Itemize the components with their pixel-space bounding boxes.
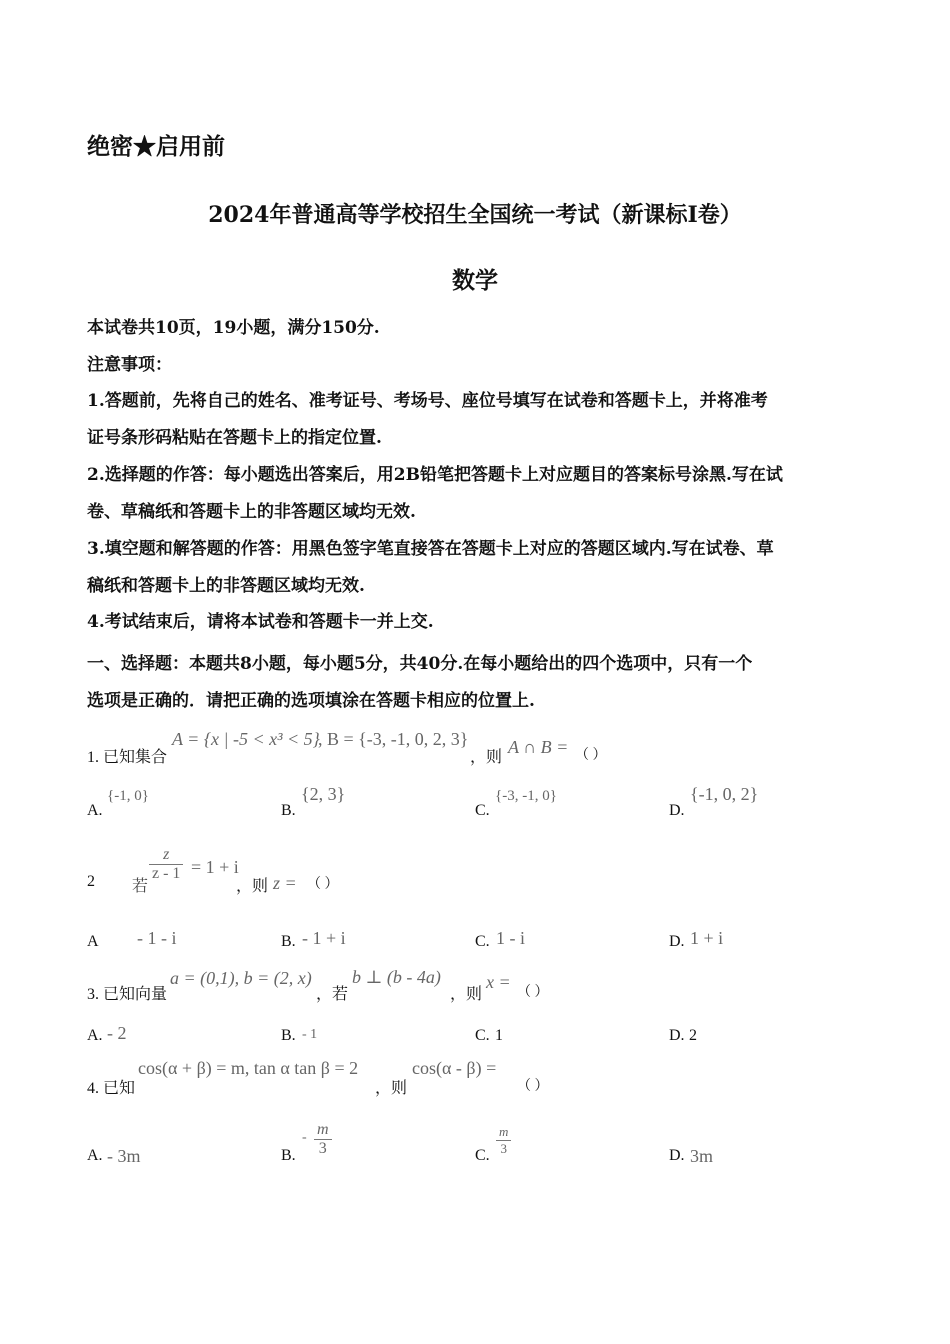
- subject-title: 数学: [452, 267, 498, 294]
- question-4-stem: 4. 已知: [87, 1080, 136, 1097]
- question-2-if: 若: [132, 878, 149, 895]
- section-1-instruction-line-1: 一、选择题：本题共8小题，每小题5分，共40分.在每小题给出的四个选项中，只有一个: [87, 654, 753, 674]
- q4-option-c-fraction: [496, 1124, 511, 1157]
- question-4-condition: cos(α + β) = m, tan α tan β = 2: [138, 1058, 359, 1078]
- notice-rule-4: 4.考试结束后，请将本试卷和答题卡一并上交.: [87, 612, 434, 632]
- notice-rule-2-line-2: 卷、草稿纸和答题卡上的非答题区域均无效.: [87, 502, 416, 522]
- q4-option-d-value: 3m: [690, 1146, 714, 1166]
- question-4-target: cos(α - β) =: [412, 1058, 497, 1078]
- question-2-rhs: = 1 + i: [191, 857, 239, 877]
- question-4-answer-blank: （ ）: [517, 1079, 549, 1094]
- q2-option-b-value: - 1 + i: [302, 928, 346, 948]
- q1-option-b-label: B.: [281, 802, 296, 819]
- question-1-set-b: , B = {-3, -1, 0, 2, 3}: [318, 729, 469, 749]
- q4-option-b-numerator: m: [314, 1121, 332, 1140]
- section-1-instruction-line-2: 选项是正确的．请把正确的选项填涂在答题卡相应的位置上.: [87, 691, 535, 711]
- q2-option-a-value: - 1 - i: [137, 928, 177, 948]
- question-4-then: ，则: [375, 1080, 408, 1097]
- notice-rule-3-line-2: 稿纸和答题卡上的非答题区域均无效.: [87, 576, 365, 596]
- q2-option-b-label: B.: [281, 933, 296, 950]
- q2-option-c-label: C.: [475, 933, 490, 950]
- question-3-answer-blank: （ ）: [517, 985, 549, 1000]
- exam-title: 2024年普通高等学校招生全国统一考试（新课标I卷）: [208, 202, 742, 228]
- notice-rule-1-line-2: 证号条形码粘贴在答题卡上的指定位置.: [87, 428, 382, 448]
- question-2-answer-blank: （ ）: [307, 877, 339, 892]
- q3-option-d-value: 2: [689, 1027, 697, 1044]
- question-1-then: ，则: [470, 749, 503, 766]
- q3-option-a-value: - 2: [107, 1023, 127, 1043]
- notice-rule-3-line-1: 3.填空题和解答题的作答：用黑色签字笔直接答在答题卡上对应的答题区域内.写在试卷、草: [87, 539, 774, 559]
- question-1-intersection: A ∩ B =: [508, 737, 569, 757]
- confidential-mark: 绝密★启用前: [87, 133, 225, 160]
- q3-option-a-label: A.: [87, 1027, 103, 1044]
- q3-option-b-label: B.: [281, 1027, 296, 1044]
- question-2-then: ，则: [236, 878, 269, 895]
- q4-option-a-value: - 3m: [107, 1146, 141, 1166]
- q4-option-b-label: B.: [281, 1147, 296, 1164]
- question-1-set-a: A = {x | -5 < x³ < 5}: [172, 729, 320, 749]
- question-1-stem: 1. 已知集合: [87, 749, 168, 766]
- q1-option-b-value: {2, 3}: [301, 784, 346, 804]
- q2-option-d-value: 1 + i: [690, 928, 724, 948]
- question-2-number: 2: [87, 873, 95, 890]
- q4-option-c-label: C.: [475, 1147, 490, 1164]
- question-3-vectors: a = (0,1), b = (2, x): [170, 968, 312, 988]
- q2-option-c-value: 1 - i: [496, 928, 525, 948]
- q1-option-c-label: C.: [475, 802, 490, 819]
- question-2-z: z =: [273, 873, 297, 893]
- q4-option-c-denominator: 3: [500, 1141, 507, 1156]
- exam-summary: 本试卷共10页，19小题，满分150分.: [87, 318, 380, 338]
- q4-option-c-numerator: m: [496, 1124, 511, 1141]
- q1-option-d-label: D.: [669, 802, 685, 819]
- q2-option-d-label: D.: [669, 933, 685, 950]
- question-3-if: ，若: [316, 986, 349, 1003]
- q1-option-d-value: {-1, 0, 2}: [690, 784, 759, 804]
- q1-option-a-label: A.: [87, 802, 103, 819]
- q2-option-a-label: A: [87, 933, 99, 950]
- q1-option-a-value: {-1, 0}: [107, 788, 149, 804]
- q3-option-c-label: C.: [475, 1027, 490, 1044]
- question-3-stem: 3. 已知向量: [87, 986, 168, 1003]
- q4-option-b-sign: -: [302, 1130, 307, 1145]
- q3-option-b-value: - 1: [302, 1027, 318, 1042]
- question-1-answer-blank: （ ）: [575, 748, 607, 763]
- notice-rule-2-line-1: 2.选择题的作答：每小题选出答案后，用2B铅笔把答题卡上对应题目的答案标号涂黑.写在试: [87, 465, 783, 485]
- question-3-then: ，则: [450, 986, 483, 1003]
- q4-option-a-label: A.: [87, 1147, 103, 1164]
- notice-title: 注意事项：: [87, 355, 172, 375]
- notice-rule-1-line-1: 1.答题前，先将自己的姓名、准考证号、考场号、座位号填写在试卷和答题卡上，并将准考: [87, 391, 768, 411]
- q1-option-c-value: {-3, -1, 0}: [495, 788, 557, 804]
- question-2-fraction: [149, 846, 183, 883]
- q4-option-b-denominator: 3: [318, 1140, 327, 1157]
- q4-option-b-fraction: [314, 1121, 332, 1158]
- question-2-fraction-denominator: z - 1: [152, 865, 181, 882]
- q4-option-d-label: D.: [669, 1147, 685, 1164]
- question-2-fraction-numerator: z: [149, 846, 183, 865]
- q3-option-d-label: D.: [669, 1027, 685, 1044]
- question-3-x: x =: [486, 972, 511, 992]
- question-3-perpendicular: b ⊥ (b - 4a): [352, 967, 441, 987]
- q3-option-c-value: 1: [495, 1027, 503, 1044]
